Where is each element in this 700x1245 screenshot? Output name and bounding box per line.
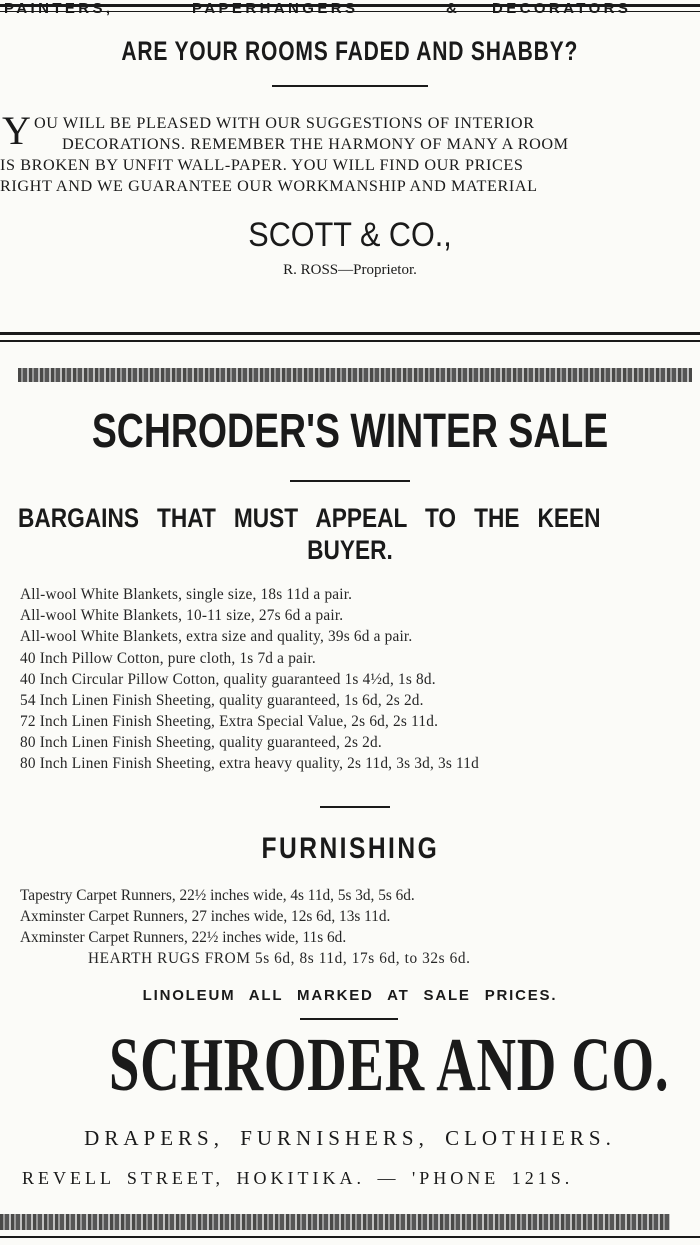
- trade-painters: PAINTERS,: [4, 0, 114, 17]
- trade-paperhangers: PAPERHANGERS: [192, 0, 359, 17]
- section-divider-rule: [0, 332, 700, 335]
- headline-divider: [272, 85, 428, 87]
- scott-body-line: IS BROKEN BY UNFIT WALL-PAPER. YOU WILL FIND OUR PRICES: [0, 156, 524, 174]
- sale-item: All-wool White Blankets, 10-11 size, 27s 6d a pair.: [20, 607, 344, 624]
- proprietor-line: R. ROSS—Proprietor.: [283, 262, 417, 278]
- furnishing-item: Tapestry Carpet Runners, 22½ inches wide, 4s 11d, 5s 3d, 5s 6d.: [20, 887, 415, 904]
- sale-item: 40 Inch Circular Pillow Cotton, quality guaranteed 1s 4½d, 1s 8d.: [20, 671, 436, 688]
- sale-item: 80 Inch Linen Finish Sheeting, quality guaranteed, 2s 2d.: [20, 734, 382, 751]
- scott-body-line: RIGHT AND WE GUARANTEE OUR WORKMANSHIP AND MATERIAL: [0, 177, 538, 195]
- furnishing-item: Axminster Carpet Runners, 22½ inches wide, 11s 6d.: [20, 929, 347, 946]
- schroder-trades: DRAPERS, FURNISHERS, CLOTHIERS.: [84, 1126, 616, 1150]
- sale-item: All-wool White Blankets, single size, 18s 11d a pair.: [20, 586, 353, 603]
- title-divider: [290, 480, 410, 482]
- schroder-firm-name: SCHRODER AND CO.: [108, 1023, 670, 1107]
- sale-item: 40 Inch Pillow Cotton, pure cloth, 1s 7d a pair.: [20, 650, 316, 667]
- sale-item: All-wool White Blankets, extra size and quality, 39s 6d a pair.: [20, 628, 413, 645]
- sale-title: SCHRODER'S WINTER SALE: [91, 405, 609, 458]
- decorative-band-bottom: [0, 1214, 670, 1230]
- sale-item: 72 Inch Linen Finish Sheeting, Extra Special Value, 2s 6d, 2s 11d.: [20, 713, 439, 730]
- furnishing-item: Axminster Carpet Runners, 27 inches wide, 12s 6d, 13s 11d.: [20, 908, 391, 925]
- furnishing-heading: FURNISHING: [261, 832, 439, 865]
- sale-item: 54 Inch Linen Finish Sheeting, quality guaranteed, 1s 6d, 2s 2d.: [20, 692, 424, 709]
- trade-ampersand: &: [446, 0, 461, 17]
- items-divider: [320, 806, 390, 808]
- sale-item: 80 Inch Linen Finish Sheeting, extra heavy quality, 2s 11d, 3s 3d, 3s 11d: [20, 755, 480, 772]
- scott-firm-name: SCOTT & CO.,: [248, 216, 452, 254]
- decorative-band-top: [18, 368, 692, 382]
- drop-cap: Y: [2, 108, 31, 153]
- bottom-border-rule: [0, 1236, 700, 1238]
- subtitle-line-1: BARGAINS THAT MUST APPEAL TO THE KEEN: [18, 503, 601, 533]
- linoleum-divider: [300, 1018, 398, 1020]
- trade-decorators: DECORATORS: [492, 0, 632, 17]
- schroder-address: REVELL STREET, HOKITIKA. — 'PHONE 121S.: [22, 1168, 574, 1188]
- section-divider-rule-thin: [0, 340, 700, 342]
- scott-body-line: OU WILL BE PLEASED WITH OUR SUGGESTIONS OF INTERIOR: [34, 114, 535, 132]
- scott-body-line: DECORATIONS. REMEMBER THE HARMONY OF MANY A ROOM: [62, 135, 569, 153]
- linoleum-line: LINOLEUM ALL MARKED AT SALE PRICES.: [142, 987, 558, 1004]
- scott-headline: ARE YOUR ROOMS FADED AND SHABBY?: [121, 36, 579, 66]
- subtitle-line-2: BUYER.: [307, 535, 393, 565]
- hearth-rugs-line: HEARTH RUGS FROM 5s 6d, 8s 11d, 17s 6d, to 32s 6d.: [88, 950, 471, 967]
